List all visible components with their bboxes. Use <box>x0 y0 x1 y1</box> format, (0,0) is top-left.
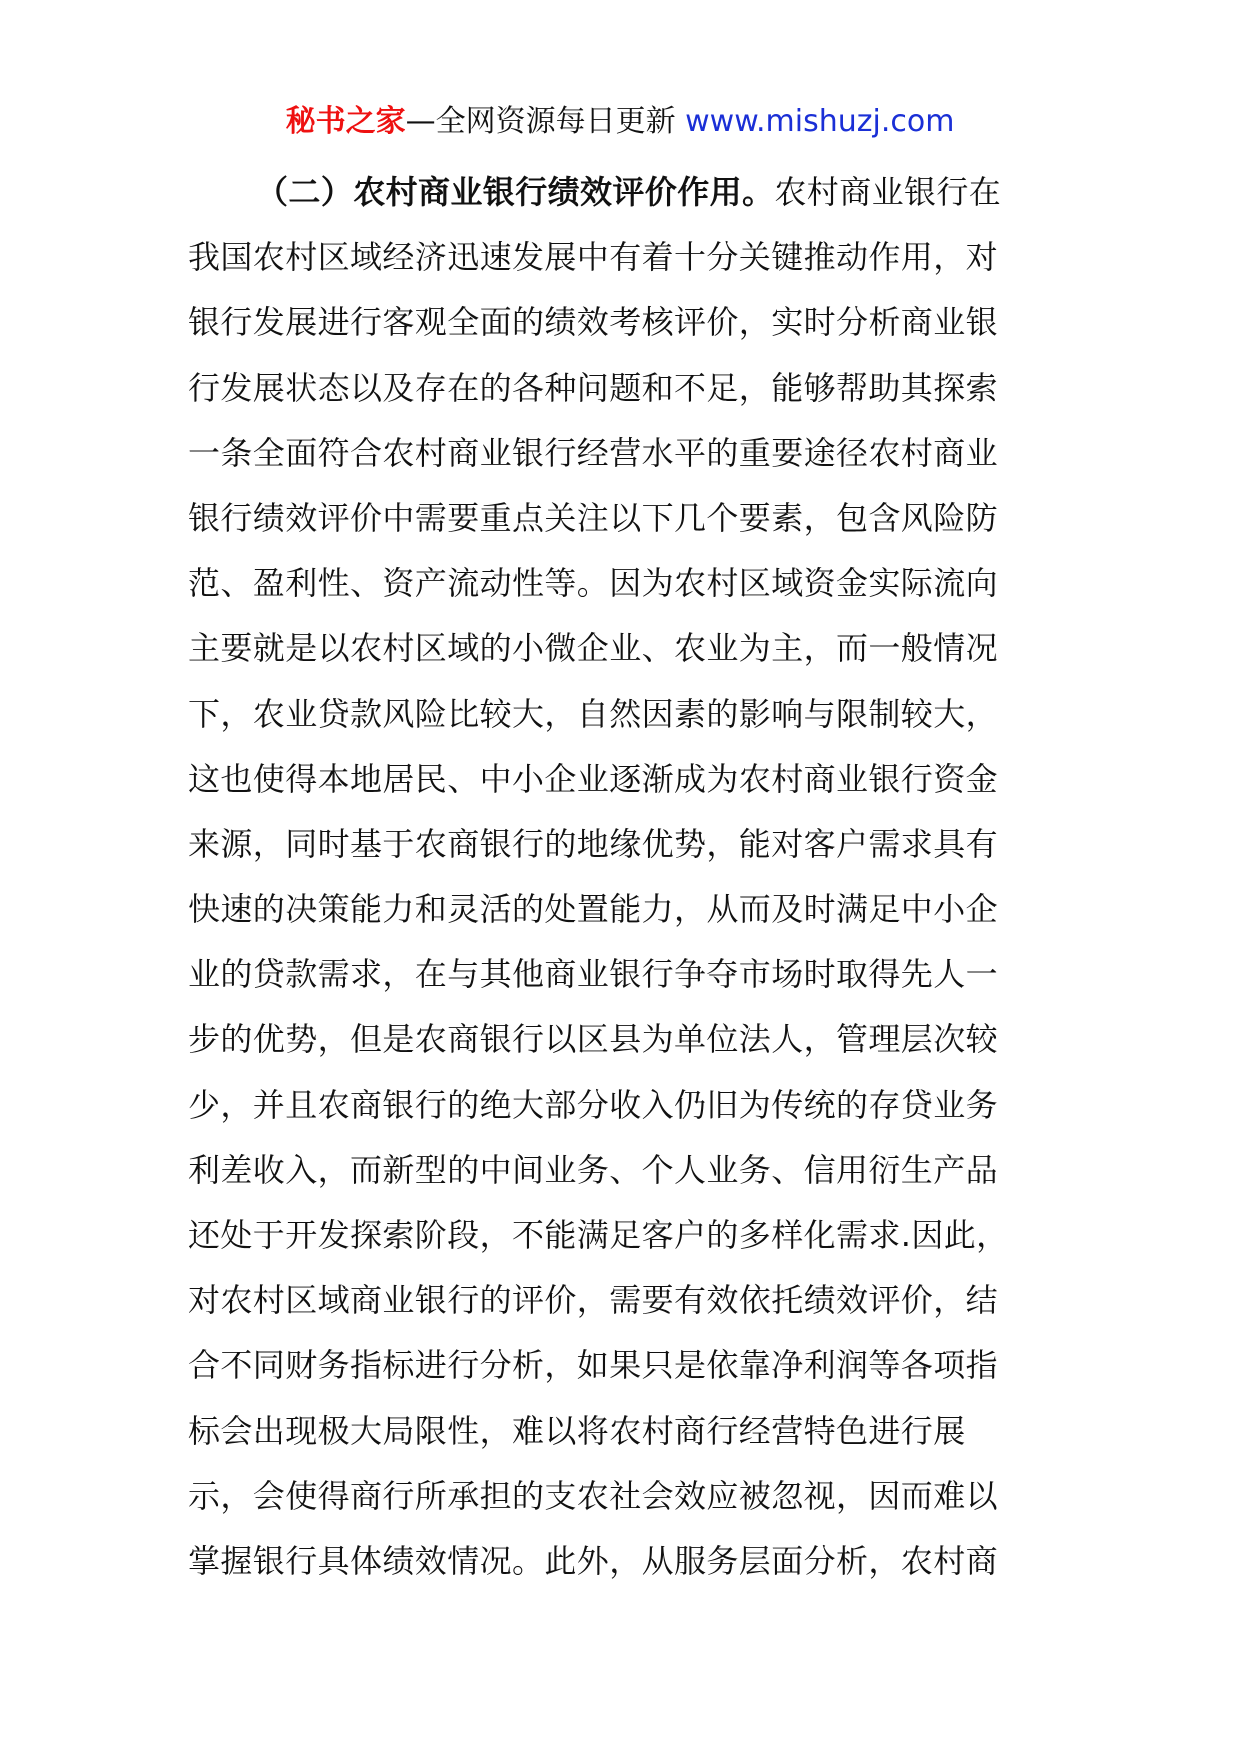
paragraph-line: 这也使得本地居民、中小企业逐渐成为农村商业银行资金 <box>188 759 999 798</box>
paragraph-line: 银行发展进行客观全面的绩效考核评价，实时分析商业银 <box>188 303 999 342</box>
paragraph-line: 利差收入，而新型的中间业务、个人业务、信用衍生产品 <box>188 1150 999 1189</box>
paragraph-line: 行发展状态以及存在的各种问题和不足，能够帮助其探索 <box>188 368 999 407</box>
header-tagline: —全网资源每日更新 <box>405 104 686 139</box>
section-heading: （二）农村商业银行绩效评价作用。 <box>256 173 775 211</box>
paragraph-line: 我国农村区域经济迅速发展中有着十分关键推动作用，对 <box>188 238 999 277</box>
header-brand: 秘书之家 <box>285 104 406 139</box>
paragraph-line: 业的贷款需求，在与其他商业银行争夺市场时取得先人一 <box>188 955 999 994</box>
body-paragraph <box>188 160 1058 1594</box>
paragraph-line <box>188 160 1058 225</box>
paragraph-line: 标会出现极大局限性，难以将农村商行经营特色进行展 <box>188 1411 966 1450</box>
paragraph-line: 范、盈利性、资产流动性等。因为农村区域资金实际流向 <box>188 564 999 603</box>
paragraph-line-text: 农村商业银行在 <box>774 173 1002 211</box>
paragraph-line: 掌握银行具体绩效情况。此外，从服务层面分析，农村商 <box>188 1541 999 1580</box>
paragraph-line: 示，会使得商行所承担的支农社会效应被忽视，因而难以 <box>188 1476 999 1515</box>
header-site-link[interactable]: www.mishuzj.com <box>685 104 955 139</box>
page-header <box>0 100 1240 144</box>
paragraph-line: 对农村区域商业银行的评价，需要有效依托绩效评价，结 <box>188 1281 999 1320</box>
paragraph-line: 主要就是以农村区域的小微企业、农业为主，而一般情况 <box>188 629 999 668</box>
paragraph-line: 一条全面符合农村商业银行经营水平的重要途径农村商业 <box>188 433 999 472</box>
paragraph-line: 快速的决策能力和灵活的处置能力，从而及时满足中小企 <box>188 890 999 929</box>
paragraph-line: 合不同财务指标进行分析，如果只是依靠净利润等各项指 <box>188 1346 999 1385</box>
paragraph-line: 来源，同时基于农商银行的地缘优势，能对客户需求具有 <box>188 824 999 863</box>
paragraph-line: 银行绩效评价中需要重点关注以下几个要素，包含风险防 <box>188 498 999 537</box>
paragraph-line: 少，并且农商银行的绝大部分收入仍旧为传统的存贷业务 <box>188 1085 999 1124</box>
paragraph-line: 还处于开发探索阶段，不能满足客户的多样化需求.因此， <box>188 1216 1009 1254</box>
paragraph-line: 下，农业贷款风险比较大，自然因素的影响与限制较大， <box>188 694 999 733</box>
paragraph-line: 步的优势，但是农商银行以区县为单位法人，管理层次较 <box>188 1020 999 1059</box>
